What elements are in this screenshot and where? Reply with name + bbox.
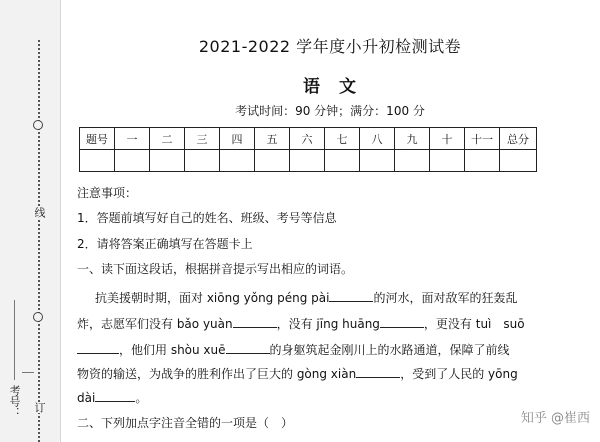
score-cell bbox=[290, 150, 325, 172]
score-cell bbox=[255, 150, 290, 172]
score-header-cell: 题号 bbox=[80, 128, 115, 150]
binding-circle bbox=[33, 312, 43, 322]
score-table bbox=[79, 127, 537, 172]
answer-blank bbox=[95, 390, 135, 402]
binding-circle bbox=[33, 120, 43, 130]
answer-blank bbox=[226, 342, 270, 354]
passage-line-4 bbox=[77, 366, 577, 381]
passage-text: ，受到了人民的 yōng bbox=[400, 367, 518, 381]
score-cell bbox=[150, 150, 185, 172]
score-cell bbox=[395, 150, 430, 172]
binding-seal-char: 线 bbox=[33, 207, 46, 218]
passage-line-2 bbox=[77, 316, 577, 331]
score-cell bbox=[220, 150, 255, 172]
score-header-cell: 二 bbox=[150, 128, 185, 150]
score-table-input-row bbox=[80, 150, 537, 172]
passage-text: 的身躯筑起金刚川上的水路通道，保障了前线 bbox=[269, 343, 510, 357]
score-header-cell: 三 bbox=[185, 128, 220, 150]
passage-text: 抗美援朝时期，面对 xiōng yǒng péng pài bbox=[95, 291, 330, 305]
passage-text: dài bbox=[77, 391, 96, 405]
exam-page bbox=[60, 0, 600, 442]
notice-item-1: 1．答题前填写好自己的姓名、班级、考号等信息 bbox=[77, 211, 337, 225]
answer-blank bbox=[329, 290, 373, 302]
binding-dotted-line bbox=[38, 40, 40, 442]
notice-item-2: 2．请将答案正确填写在答题卡上 bbox=[77, 237, 253, 251]
binding-margin bbox=[0, 0, 61, 442]
score-cell bbox=[325, 150, 360, 172]
passage-text: 物资的输送，为战争的胜利作出了巨大的 gòng xiàn bbox=[77, 367, 357, 381]
exam-subject: 语 文 bbox=[303, 77, 357, 97]
score-cell bbox=[185, 150, 220, 172]
watermark-text: 知乎 @崔西 bbox=[520, 411, 590, 426]
answer-blank bbox=[77, 342, 119, 354]
exam-info: 考试时间：90 分钟；满分：100 分 bbox=[235, 104, 425, 118]
score-cell bbox=[500, 150, 537, 172]
score-header-cell: 九 bbox=[395, 128, 430, 150]
score-header-cell: 五 bbox=[255, 128, 290, 150]
score-cell bbox=[465, 150, 500, 172]
exam-no-line bbox=[14, 300, 15, 380]
score-header-cell: 总分 bbox=[500, 128, 537, 150]
score-header-cell: 七 bbox=[325, 128, 360, 150]
score-cell bbox=[360, 150, 395, 172]
score-header-cell: 六 bbox=[290, 128, 325, 150]
passage-line-5 bbox=[77, 390, 577, 405]
passage-line-1 bbox=[95, 290, 595, 305]
score-header-cell: 十 bbox=[430, 128, 465, 150]
answer-blank bbox=[233, 316, 277, 328]
score-cell bbox=[430, 150, 465, 172]
answer-blank bbox=[356, 366, 400, 378]
passage-text: 。 bbox=[135, 391, 148, 405]
score-header-cell: 一 bbox=[115, 128, 150, 150]
exam-no-underline bbox=[22, 372, 34, 373]
score-cell bbox=[115, 150, 150, 172]
exam-no-label: 考号： bbox=[8, 385, 21, 418]
score-header-cell: 四 bbox=[220, 128, 255, 150]
passage-text: ，他们用 shòu xuē bbox=[119, 343, 226, 357]
passage-text: 的河水，面对敌军的狂轰乱 bbox=[373, 291, 518, 305]
score-header-cell: 十一 bbox=[465, 128, 500, 150]
passage-text: ，更没有 tuì suō bbox=[423, 317, 525, 331]
score-cell bbox=[80, 150, 115, 172]
passage-text: 炸，志愿军们没有 bǎo yuàn bbox=[77, 317, 233, 331]
section-2-heading: 二、下列加点字注音全错的一项是（ ） bbox=[77, 416, 294, 430]
notice-heading: 注意事项： bbox=[77, 186, 138, 200]
binding-bind-char: 订 bbox=[33, 402, 46, 413]
score-table-header-row bbox=[80, 128, 537, 150]
passage-line-3 bbox=[77, 342, 577, 357]
answer-blank bbox=[380, 316, 424, 328]
passage-text: ，没有 jīng huāng bbox=[276, 317, 380, 331]
section-1-heading: 一、读下面这段话，根据拼音提示写出相应的词语。 bbox=[77, 262, 354, 276]
score-header-cell: 八 bbox=[360, 128, 395, 150]
exam-title: 2021-2022 学年度小升初检测试卷 bbox=[198, 37, 462, 56]
